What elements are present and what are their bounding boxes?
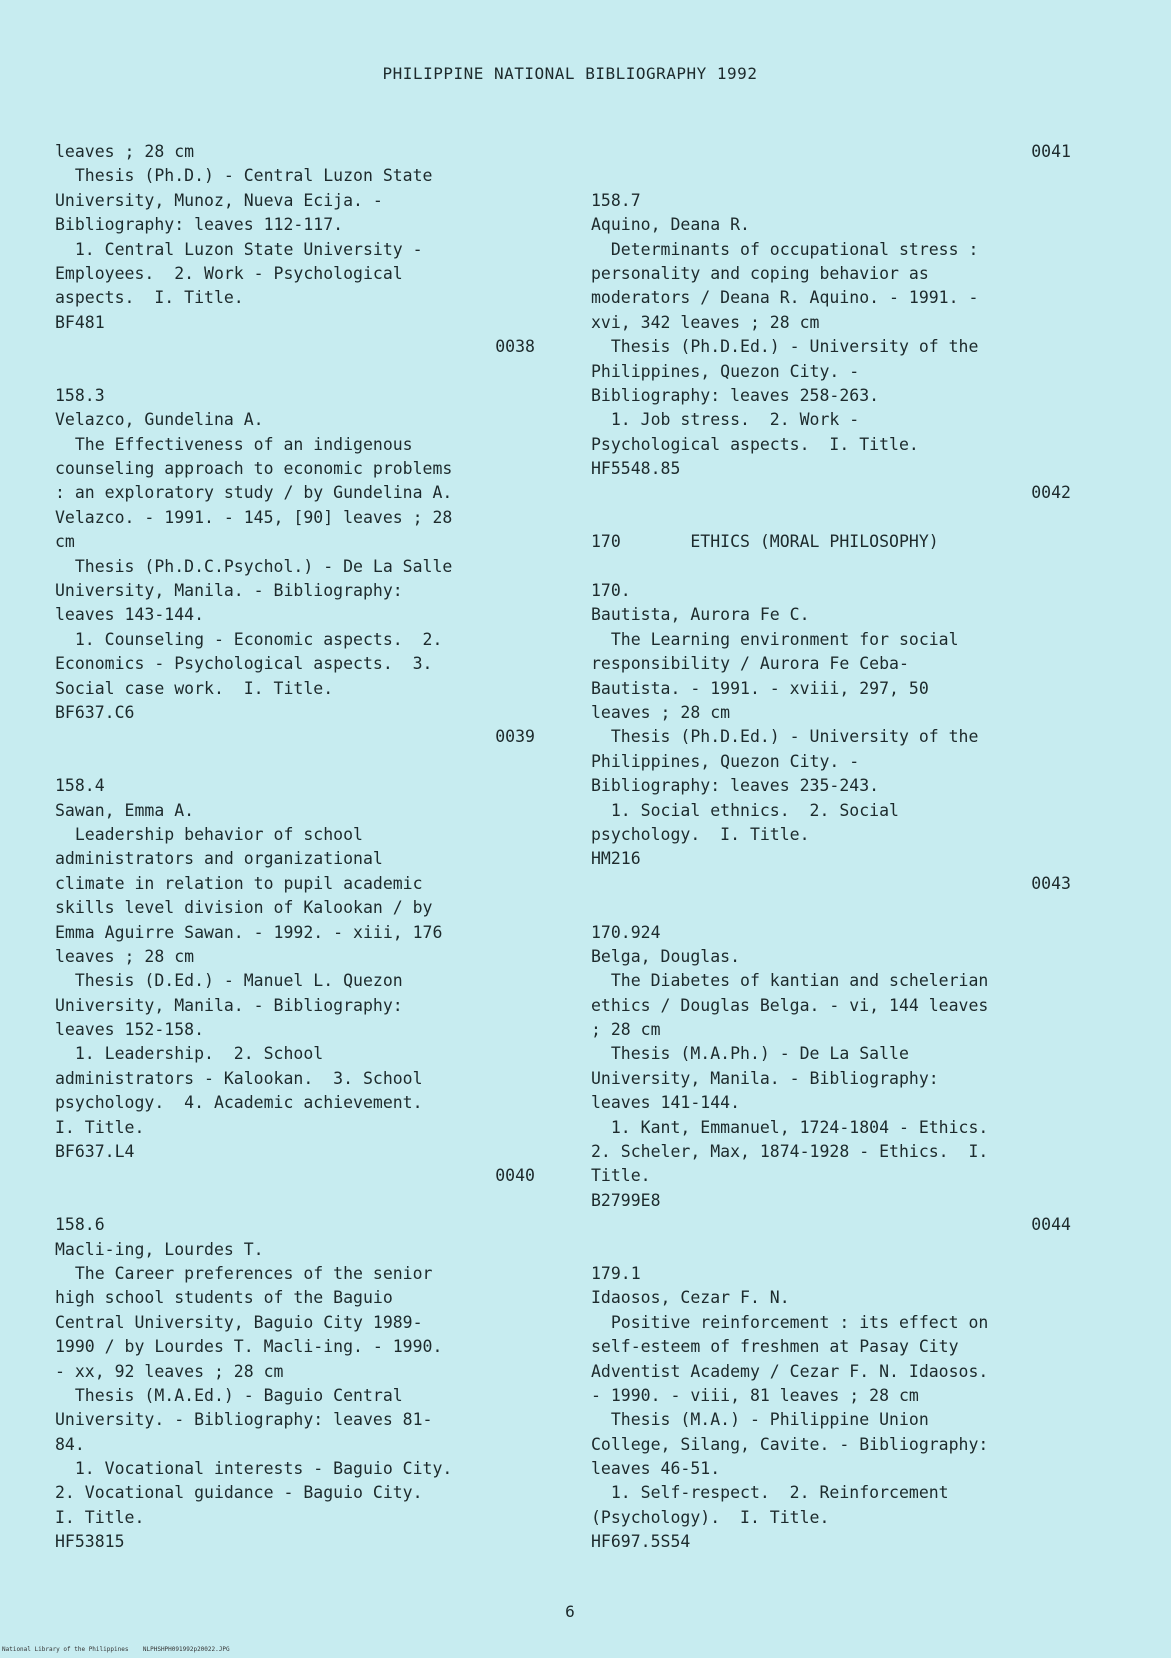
entry-line: Central University, Baguio City 1989- [55,1312,423,1332]
entry-line: University, Munoz, Nueva Ecija. - [55,190,383,210]
entry-line: personality and coping behavior as [591,263,929,283]
page-header: PHILIPPINE NATIONAL BIBLIOGRAPHY 1992 [382,64,758,83]
entry-line: 179.1 [591,1263,641,1283]
entry-line: 170.924 [591,922,661,942]
entry-line: 84. [55,1434,85,1454]
entry-line: high school students of the Baguio [55,1288,393,1308]
entry-line: 2. Scheler, Max, 1874-1928 - Ethics. I. [591,1142,989,1162]
entry-line: : an exploratory study / by Gundelina A. [55,483,453,503]
entry-line: Thesis (D.Ed.) - Manuel L. Quezon [55,971,403,991]
entry-line: self-esteem of freshmen at Pasay City [591,1337,959,1357]
entry-line: The Effectiveness of an indigenous [55,434,413,454]
entry-line: Thesis (Ph.D.Ed.) - University of the [591,337,979,357]
entry-line: leaves ; 28 cm [55,142,195,161]
entry-line: University, Manila. - Bibliography: [591,1068,939,1088]
entry-line: aspects. I. Title. [55,288,244,308]
entry-line: College, Silang, Cavite. - Bibliography: [591,1434,989,1454]
entry-line: 170. [591,581,631,601]
entry-line: psychology. I. Title. [591,824,810,844]
entry-line: HF697.5S54 [591,1532,691,1552]
blank-line [55,750,535,774]
entry-line: 158.3 [55,385,105,405]
entry-number: 0042 [1031,483,1071,503]
entry-line: I. Title. [55,1507,145,1527]
entry-line: Thesis (Ph.D.C.Psychol.) - De La Salle [55,556,453,576]
scan-footer: National Library of the Philippines NLPHSHPH091992p20022.JPG [2,1646,230,1653]
entry-line: Determinants of occupational stress : [591,239,979,259]
entry-line: Emma Aguirre Sawan. - 1992. - xiii, 176 [55,922,443,942]
entry-line: BF637.C6 [55,702,135,722]
entry-line: Philippines, Quezon City. - [591,361,860,381]
entry-line: University. - Bibliography: leaves 81- [55,1410,433,1430]
entry-line: Thesis (Ph.D.Ed.) - University of the [591,727,979,747]
page-number: 6 [565,1602,575,1621]
entry-line: 1990 / by Lourdes T. Macli-ing. - 1990. [55,1337,443,1357]
entry-line: skills level division of Kalookan / by [55,898,433,918]
entry-line: 1. Vocational interests - Baguio City. [55,1459,453,1479]
entry-line: Psychological aspects. I. Title. [591,434,919,454]
entry-line: 170 ETHICS (MORAL PHILOSOPHY) [591,532,939,552]
entry-line: 2. Vocational guidance - Baguio City. [55,1483,423,1503]
entry-line: leaves 141-144. [591,1093,741,1113]
entry-line: administrators - Kalookan. 3. School [55,1068,423,1088]
entry-line: climate in relation to pupil academic [55,873,423,893]
entry-line: I. Title. [55,1117,145,1137]
entry-line: Thesis (M.A.) - Philippine Union [591,1410,929,1430]
entry-line: Philippines, Quezon City. - [591,751,860,771]
blank-line [591,506,1071,530]
entry-line: Leadership behavior of school [55,824,363,844]
entry-number: 0044 [1031,1215,1071,1235]
entry-line: 1. Leadership. 2. School [55,1044,324,1064]
blank-line [591,555,1071,579]
entry-line: - 1990. - viii, 81 leaves ; 28 cm [591,1385,919,1405]
entry-line: Velazco, Gundelina A. [55,410,264,430]
entry-line: The Learning environment for social [591,629,959,649]
entry-line: Thesis (Ph.D.) - Central Luzon State [55,166,433,186]
entry-line: Bibliography: leaves 258-263. [591,385,880,405]
entry-line: counseling approach to economic problems [55,459,453,479]
right-column [591,140,1071,1555]
entry-line: 1. Kant, Emmanuel, 1724-1804 - Ethics. [591,1117,989,1137]
entry-line: The Career preferences of the senior [55,1263,433,1283]
entry-line: 1. Self-respect. 2. Reinforcement [591,1483,949,1503]
entry-line: responsibility / Aurora Fe Ceba- [591,654,909,674]
entry-line: Social case work. I. Title. [55,678,334,698]
entry-line: Adventist Academy / Cezar F. N. Idaosos. [591,1361,989,1381]
entry-line: leaves ; 28 cm [55,946,195,966]
entry-line: (Psychology). I. Title. [591,1507,830,1527]
entry-line: leaves 46-51. [591,1459,721,1479]
entry-line: Thesis (M.A.Ed.) - Baguio Central [55,1385,403,1405]
entry-line: - xx, 92 leaves ; 28 cm [55,1361,284,1381]
entry-line: administrators and organizational [55,849,383,869]
entry-line: Belga, Douglas. [591,946,741,966]
entry-line: xvi, 342 leaves ; 28 cm [591,312,820,332]
entry-line: BF637.L4 [55,1142,135,1162]
entry-line: Sawan, Emma A. [55,800,195,820]
entry-line: 1. Social ethnics. 2. Social [591,800,899,820]
entry-line: BF481 [55,312,105,332]
blank-line [591,1238,1071,1262]
entry-line: Positive reinforcement : its effect on [591,1312,989,1332]
entry-line: Thesis (M.A.Ph.) - De La Salle [591,1044,909,1064]
entry-line: 158.4 [55,776,105,796]
entry-line: cm [55,532,75,552]
entry-line: Bautista, Aurora Fe C. [591,605,810,625]
entry-number: 0043 [1031,873,1071,893]
entry-number: 0038 [495,337,535,357]
blank-line [591,896,1071,920]
entry-line: Employees. 2. Work - Psychological [55,263,403,283]
entry-line: HF53815 [55,1532,125,1552]
entry-line: The Diabetes of kantian and schelerian [591,971,989,991]
entry-line: University, Manila. - Bibliography: [55,581,403,601]
entry-line: 158.6 [55,1215,105,1235]
entry-line: Bibliography: leaves 235-243. [591,776,880,796]
entry-line: 1. Central Luzon State University - [55,239,423,259]
blank-line [55,360,535,384]
entry-number: 0041 [1031,142,1071,161]
entry-line: Velazco. - 1991. - 145, [90] leaves ; 28 [55,507,453,527]
entry-line: psychology. 4. Academic achievement. [55,1093,423,1113]
entry-line: Bautista. - 1991. - xviii, 297, 50 [591,678,929,698]
entry-line: Idaosos, Cezar F. N. [591,1288,790,1308]
entry-line: leaves ; 28 cm [591,702,731,722]
entry-line: Macli-ing, Lourdes T. [55,1239,264,1259]
entry-line: Title. [591,1166,651,1186]
entry-line: 1. Job stress. 2. Work - [591,410,860,430]
entry-line: Aquino, Deana R. [591,215,750,235]
entry-line: HF5548.85 [591,459,681,479]
blank-line [591,164,1071,188]
left-column [55,140,535,1555]
entry-line: leaves 152-158. [55,1020,205,1040]
entry-line: leaves 143-144. [55,605,205,625]
entry-line: Economics - Psychological aspects. 3. [55,654,433,674]
entry-line: ethics / Douglas Belga. - vi, 144 leaves [591,995,989,1015]
entry-line: B2799E8 [591,1190,661,1210]
entry-line: 158.7 [591,190,641,210]
entry-line: 1. Counseling - Economic aspects. 2. [55,629,443,649]
entry-line: moderators / Deana R. Aquino. - 1991. - [591,288,979,308]
entry-line: Bibliography: leaves 112-117. [55,215,344,235]
entry-number: 0040 [495,1166,535,1186]
entry-number: 0039 [495,727,535,747]
entry-line: ; 28 cm [591,1020,661,1040]
entry-line: HM216 [591,849,641,869]
blank-line [55,1189,535,1213]
entry-line: University, Manila. - Bibliography: [55,995,403,1015]
